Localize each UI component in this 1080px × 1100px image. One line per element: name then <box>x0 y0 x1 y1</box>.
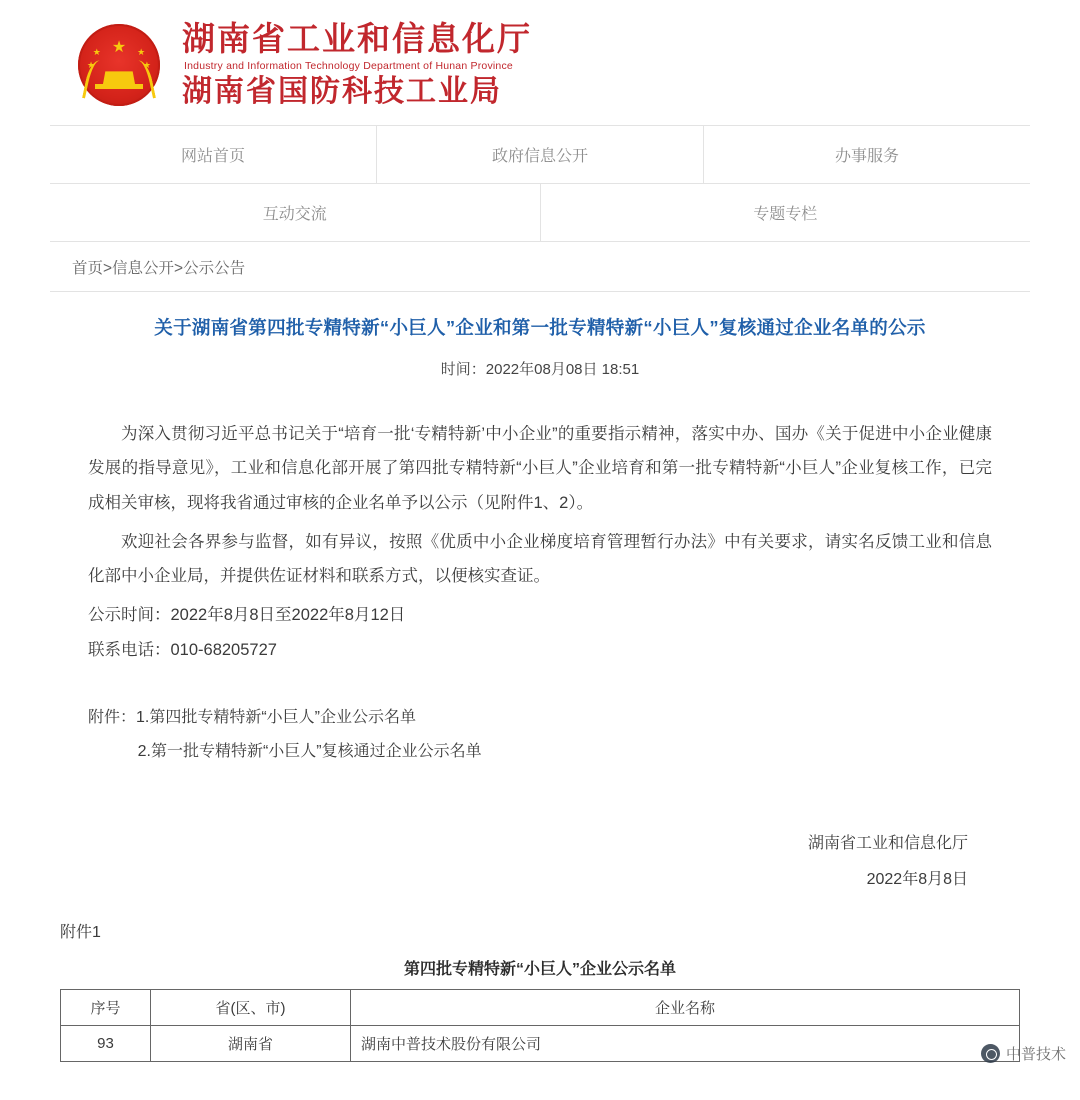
site-title-english: Industry and Information Technology Department of Hunan Province <box>184 59 513 72</box>
cell-index: 93 <box>61 1025 151 1061</box>
company-list-table <box>60 989 1020 1062</box>
nav-item-services[interactable]: 办事服务 <box>834 148 899 165</box>
attachment-line-2[interactable]: 2.第一批专精特新“小巨人”复核通过企业公示名单 <box>137 742 482 760</box>
emblem-gate-base <box>95 84 143 89</box>
column-header-index: 序号 <box>61 989 151 1025</box>
emblem-star-3: ★ <box>137 47 146 58</box>
emblem-wheat-left <box>82 58 106 100</box>
wechat-account-logo-icon <box>981 1044 1000 1063</box>
table-header-row <box>61 989 1020 1025</box>
attachment-list <box>50 667 1030 768</box>
emblem-star-1: ★ <box>92 47 101 58</box>
main-navigation <box>50 125 1030 242</box>
attachment-line-1[interactable]: 附件：1.第四批专精特新“小巨人”企业公示名单 <box>88 709 417 727</box>
attachment-table-title: 第四批专精特新“小巨人”企业公示名单 <box>403 960 676 978</box>
notice-period: 公示时间：2022年8月8日至2022年8月12日 <box>88 605 406 624</box>
signature-date: 2022年8月8日 <box>866 870 968 888</box>
publish-time <box>50 342 1030 389</box>
article-paragraph-2: 欢迎社会各界参与监督，如有异议，按照《优质中小企业梯度培育管理暂行办法》中有关要求，请实名反馈工业和信息化部中小企业局，并提供佐证材料和联系方式，以便核实查证。 <box>88 532 992 586</box>
site-title-secondary: 湖南省国防科技工业局 <box>182 74 502 108</box>
article-paragraph-1: 为深入贯彻习近平总书记关于“培育一批‘专精特新’中小企业”的重要指示精神，落实中办、国办《关于促进中小企业健康发展的指导意见》，工业和信息化部开展了第四批专精特新“小巨人”企业培育和第一批专精特新“小巨人”企业复核工作，已完成相关审核，现将我省通过审核的企业名单予以公示（见附件1、2）。 <box>88 424 992 513</box>
publish-time-value: 2022年08月08日 18:51 <box>485 360 640 378</box>
site-title-primary: 湖南省工业和信息化厅 <box>182 19 532 57</box>
watermark-text: 中普技术 <box>1005 1046 1066 1063</box>
signature-organization: 湖南省工业和信息化厅 <box>807 835 968 853</box>
column-header-province: 省(区、市) <box>151 989 351 1025</box>
header-titles <box>182 20 532 109</box>
article-container <box>0 292 1080 897</box>
nav-item-home[interactable]: 网站首页 <box>50 126 377 183</box>
site-header <box>0 0 1080 125</box>
cell-province: 湖南省 <box>151 1025 351 1061</box>
emblem-star-main: ★ <box>111 38 127 56</box>
emblem-wheat-right <box>132 58 156 100</box>
page-title: 关于湖南省第四批专精特新“小巨人”企业和第一批专精特新“小巨人”复核通过企业名单的公示 <box>154 317 926 338</box>
national-emblem-icon <box>78 24 160 106</box>
nav-item-special-columns[interactable]: 专题专栏 <box>753 206 818 223</box>
publish-time-label: 时间： <box>440 360 486 378</box>
cell-company: 湖南中普技术股份有限公司 <box>351 1025 1020 1061</box>
nav-item-interaction[interactable]: 互动交流 <box>50 184 541 241</box>
nav-row-secondary <box>50 184 1030 241</box>
table-row <box>61 1025 1020 1061</box>
attachment-label: 附件1 <box>60 923 101 941</box>
nav-item-government-info[interactable]: 政府信息公开 <box>377 126 704 183</box>
nav-row-primary <box>50 126 1030 184</box>
watermark <box>981 1043 1066 1064</box>
emblem-star-2: ★ <box>87 60 96 71</box>
column-header-company: 企业名称 <box>351 989 1020 1025</box>
article-body <box>50 389 1030 667</box>
signature-block <box>50 768 1030 896</box>
emblem-star-4: ★ <box>142 60 151 71</box>
breadcrumb[interactable]: 首页>信息公开>公示公告 <box>50 242 1030 292</box>
contact-phone: 联系电话：010-68205727 <box>88 640 277 659</box>
